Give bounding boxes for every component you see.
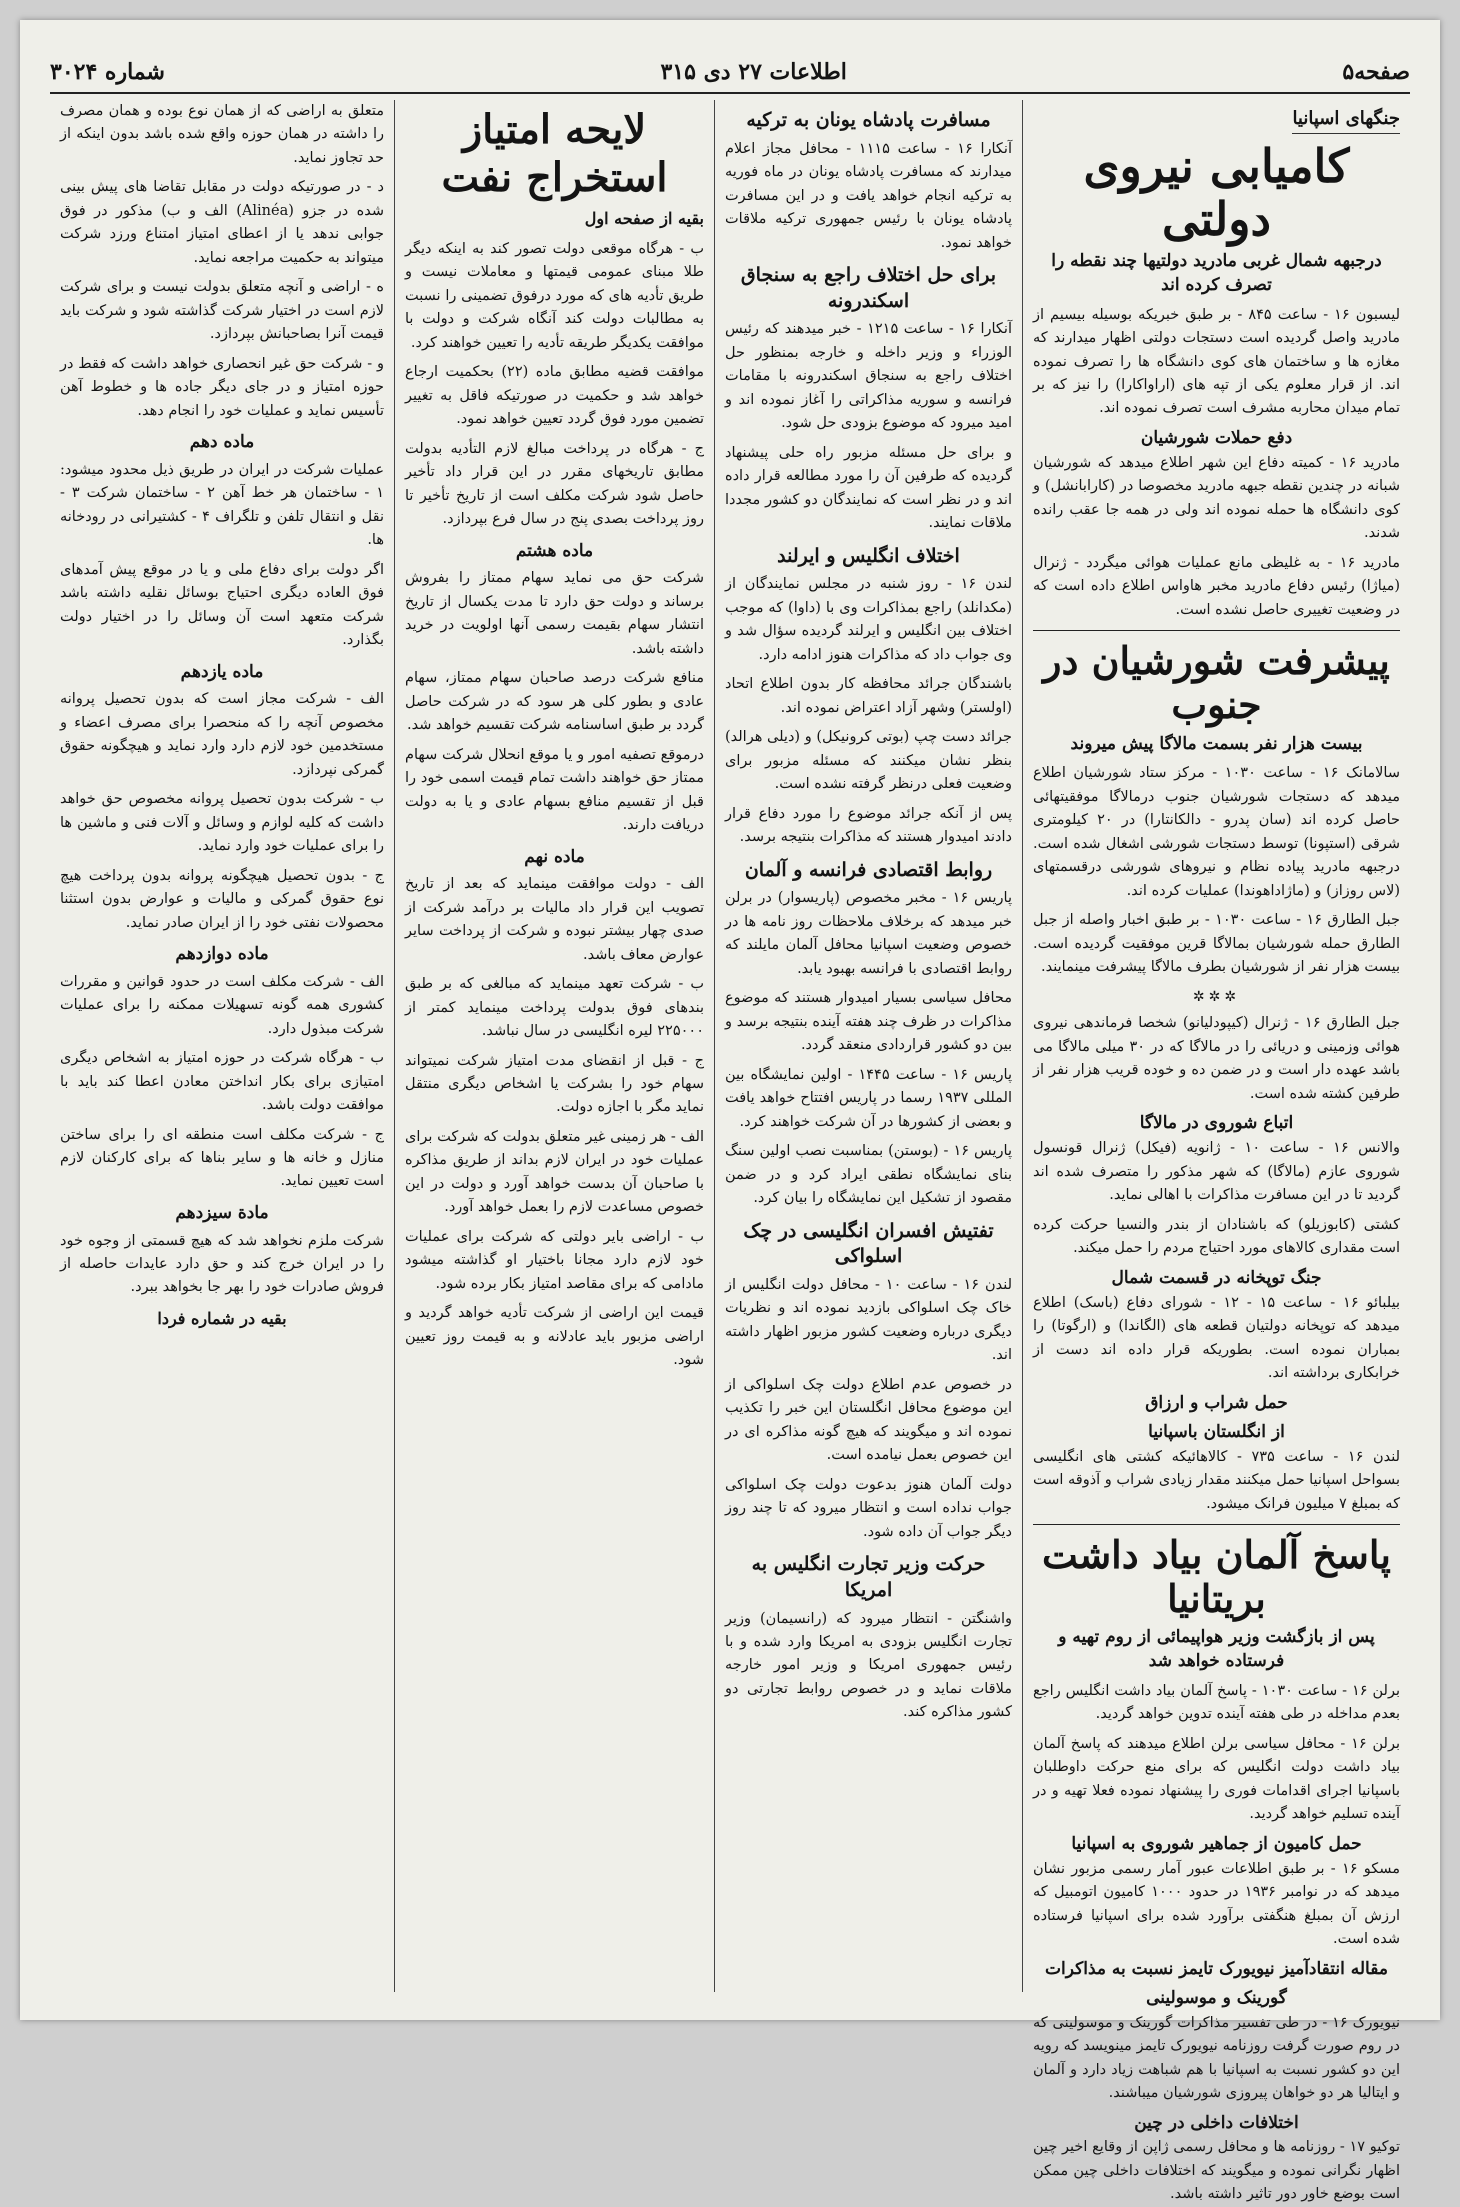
article-heading: حمل کامیون از جماهیر شوروی به اسپانیا: [1071, 1833, 1362, 1854]
article-heading: روابط اقتصادی فرانسه و آلمان: [744, 858, 993, 881]
article-paragraph: دولت آلمان هنوز بدعوت دولت چک اسلواکی جواب نداده است و انتظار میرود که تا چند روز دیگر جواب آن داده شود.: [725, 1476, 1012, 1540]
article-section-title: ماده دوازدهم: [175, 944, 269, 965]
article-paragraph: کشتی (کابوزیلو) که باشنادان از بندر والنسیا حرکت کرده است مقداری کالاهای مورد احتیاج مردم را حمل میکند.: [1033, 1216, 1400, 1257]
article-heading: اختلاف انگلیس و ایرلند: [777, 544, 960, 567]
continued-tomorrow-label: بقیه در شماره فردا: [157, 1308, 287, 1328]
article-paragraph: بیلبائو ۱۶ - ساعت ۱۵ - ۱۲ - شورای دفاع (باسک) اطلاع میدهد که توپخانه دولتیان قطعه های (الگاندا) و (ارگوتا) را بمباران نموده است. بطوریکه قرار داده اند دست از خرابکاری برداشته اند.: [1033, 1294, 1401, 1382]
article-heading: تفتیش افسران انگلیسی در چک اسلواکی: [743, 1219, 994, 1268]
article-paragraph: لندن ۱۶ - روز شنبه در مجلس نمایندگان از (مکدانلد) راجع بمذاکرات وی با (داوا) که موجب اختلاف بین انگلیس و ایرلند گردیده سؤال شد و وی جواب داد که مذاکرات هنوز ادامه دارد.: [725, 576, 1012, 663]
article-paragraph: عملیات شرکت در ایران در طریق ذیل محدود میشود: ۱ - ساختمان هر خط آهن ۲ - ساختمان شرکت ۳ - نقل و انتقال تلفن و تلگراف ۴ - کشتیرانی در رودخانه ها.: [60, 461, 385, 549]
article-paragraph: جرائد دست چپ (بوتی کرونیکل) و (دیلی هرالد) بنظر نشان میکنند که مسئله مزبور برای وضعیت فعلی درنظر گرفته نشده است.: [725, 729, 1012, 793]
headline-government-success: کامیابی نیروی دولتی: [1083, 139, 1350, 247]
article-paragraph: ب - شرکت تعهد مینماید که مبالغی که بر طبق بندهای فوق بدولت پرداخت مینماید کمتر از ۲۲۵۰۰۰ لیره انگلیسی در سال نباشد.: [405, 976, 704, 1040]
article-paragraph: الف - شرکت مکلف است در حدود قوانین و مقررات کشوری همه گونه تسهیلات ممکنه را برای عملیات شرکت مبذول دارد.: [60, 973, 384, 1037]
article-paragraph: باشندگان جرائد محافظه کار بدون اطلاع اتحاد (اولستر) وشهر آزاد اعتراض نموده اند.: [725, 676, 1012, 716]
article-section-title: ماده نهم: [524, 846, 585, 867]
article-paragraph: والانس ۱۶ - ساعت ۱۰ - ژانویه (فیکل) ژنرال قونسول شوروی عازم (مالاگا) که شهر مذکور را متصرف شده اند گردید تا در این مسافرت مذاکرات با اهالی نماید.: [1033, 1140, 1401, 1204]
article-paragraph: نیویورک ۱۶ - در طی تفسیر مذاکرات گورینک و موسولینی که در روم صورت گرفت روزنامه نیویورک تایمز مینویسد که رویه این دو کشور نسبت به اسپانیا با هم شباهت زیاد دارد و آلمان و ایتالیا هر دو خواهان پیروزی شورشیان میباشند.: [1033, 2014, 1400, 2102]
article-heading: دفع حملات شورشیان: [1140, 427, 1293, 448]
article-paragraph: ه - اراضی و آنچه متعلق بدولت نیست و برای شرکت لازم است در اختیار شرکت گذاشته شود و شرکت باید قیمت آنرا بصاحبانش بپردازد.: [60, 279, 384, 343]
article-paragraph: مسکو ۱۶ - بر طبق اطلاعات عبور آمار رسمی مزبور نشان میدهد که در نوامبر ۱۹۳۶ در حدود ۱۰۰۰ کامیون اتومبیل که ارزش آن بمبلغ هنگفتی برآورد شده برای اسپانیا فرستاده شده است.: [1033, 1860, 1400, 1948]
headline-oil-concession: لایحه امتیاز استخراج نفت: [441, 106, 668, 201]
article-paragraph: پاریس ۱۶ - مخبر مخصوص (پاریسوار) در برلن خبر میدهد که برخلاف ملاحظات روز نامه ها در خصوص وضعیت اسپانیا محافل آلمان مایلند که روابط اقتصادی با فرانسه بهبود یابد.: [725, 890, 1012, 977]
article-paragraph: پاریس ۱۶ - ساعت ۱۴۴۵ - اولین نمایشگاه بین المللی ۱۹۳۷ رسما در پاریس افتتاح خواهد یافت و بعضی از کشورها در آن شرکت خواهند کرد.: [725, 1066, 1012, 1130]
article-paragraph: متعلق به اراضی که از همان نوع بوده و همان مصرف را داشته در همان حوزه واقع شده باشد بدون اینکه از حد تجاوز نماید.: [60, 103, 384, 166]
article-paragraph: پاریس ۱۶ - (بوستن) بمناسبت نصب اولین سنگ بنای نمایشگاه نطقی ایراد کرد و در ضمن مقصود از تشکیل این نمایشگاه را بیان کرد.: [725, 1143, 1012, 1207]
article-paragraph: منافع شرکت درصد صاحبان سهام ممتاز، سهام عادی و بطور کلی هر سود که در شرکت حاصل گردد بر طبق اساسنامه شرکت تقسیم خواهد شد.: [405, 670, 704, 734]
article-paragraph: الف - دولت موافقت مینماید که بعد از تاریخ تصویب این قرار داد مالیات بر درآمد شرکت از صدی چهار بیشتر نبوده و شرکت از پرداخت سایر عوارض معاف باشد.: [405, 876, 704, 963]
article-paragraph: درموقع تصفیه امور و یا موقع انحلال شرکت سهام ممتاز حق خواهند داشت تمام قیمت اسمی خود را قبل از تقسیم منافع بسهام عادی و یا به دولت دریافت دارند.: [405, 746, 704, 834]
column-oil-bill-a: [394, 100, 714, 1992]
headline-germany-reply: پاسخ آلمان بیاد داشت بریتانیا: [1042, 1531, 1391, 1621]
article-heading: مسافرت پادشاه یونان به ترکیه: [746, 109, 991, 131]
continued-label: بقیه از صفحه اول: [584, 209, 704, 228]
article-section-title: ماده هشتم: [515, 540, 594, 561]
article-paragraph: ج - قبل از انقضای مدت امتیاز شرکت نمیتواند سهام خود را بشرکت یا اشخاص دیگری منتقل نماید مگر با اجازه دولت.: [405, 1052, 704, 1116]
article-paragraph: ج - هرگاه در پرداخت مبالغ لازم التأدیه بدولت مطابق تاریخهای مقرر در این قرار داد تأخیر حاصل شود شرکت مکلف است از تاریخ تأخیر تا روز پرداخت بصدی پنج در سال فرع بپردازد.: [405, 440, 704, 528]
article-heading: جنگ توپخانه در قسمت شمال: [1111, 1267, 1322, 1288]
issue-number: شماره ۳۰۲۴: [50, 59, 165, 85]
subheadline: بیست هزار نفر بسمت مالاگا پیش میروند: [1070, 733, 1363, 754]
article-paragraph: برلن ۱۶ - ساعت ۱۰۳۰ - پاسخ آلمان بیاد داشت انگلیس راجع بعدم مداخله در طی هفته آینده تدوین خواهد گردید.: [1033, 1682, 1400, 1723]
article-subheading: گورینک و موسولینی: [1146, 1987, 1287, 2008]
newspaper-page: [20, 20, 1440, 2203]
masthead: [50, 52, 1410, 94]
column-spain-news: [1022, 100, 1410, 2203]
section-kicker: جنگهای اسپانیا: [1292, 104, 1400, 134]
article-heading: حرکت وزیر تجارت انگلیس به امریکا: [751, 1553, 986, 1601]
article-section-title: ماده یازدهم: [180, 661, 264, 682]
article-section-title: مادة سیزدهم: [175, 1202, 269, 1223]
article-paragraph: الف - شرکت مجاز است که بدون تحصیل پروانه مخصوص آنچه را که منحصرا برای مصرف اعضاء و مستخدمین خود لازم دارد وارد نماید و هیچگونه حقوق گمرکی نپردازد.: [60, 691, 384, 778]
divider: [1033, 1524, 1400, 1525]
article-paragraph: در خصوص عدم اطلاع دولت چک اسلواکی از این موضوع محافل انگلستان این خبر را تکذیب نموده اند و میگویند که هیچ گونه مذاکره ای در این خصوص بعمل نیامده است.: [725, 1376, 1012, 1464]
article-paragraph: و - شرکت حق غیر انحصاری خواهد داشت که فقط در حوزه امتیاز و در جای دیگر جاده ها و خطوط آهن تأسیس نماید و عملیات خود را انجام دهد.: [60, 355, 384, 419]
article-paragraph: ب - هرگاه موقعی دولت تصور کند به اینکه دیگر طلا مبنای عمومی قیمتها و معاملات نیست و طریق تأدیه های که مورد درفوق تضمینی را نسبت به مطالبات دولت کند آنگاه شرکت و دولت با موافقت یکدیگر طریقه تأدیه را تعیین خواهند کرد.: [405, 240, 704, 351]
ornament-stars: ✲✲✲: [1192, 988, 1241, 1005]
issue-date: اطلاعات ۲۷ دی ۳۱۵: [660, 59, 847, 85]
article-paragraph: ب - اراضی بایر دولتی که شرکت برای عملیات خود لازم دارد مجانا باختیار او گذاشته میشود مادامی که برای مقاصد امتیاز بکار برده شود.: [405, 1228, 704, 1292]
article-paragraph: مادرید ۱۶ - کمیته دفاع این شهر اطلاع میدهد که شورشیان شبانه در چندین نقطه جبهه مادرید مخصوصا در (کارابانشل) و کوی دانشگاه ها حمله نموده اند ولی در همه جا عقب رانده شدند.: [1033, 454, 1400, 542]
article-paragraph: قیمت این اراضی از شرکت تأدیه خواهد گردید و اراضی مزبور باید عادلانه و به قیمت روز تعیین شود.: [405, 1305, 704, 1369]
article-paragraph: د - در صورتیکه دولت در مقابل تقاضا های پیش بینی شده در جزو (Alinéa) الف و ب) مذکور در فوق جوابی ندهد یا از اعطای امتیاز امتناع ورزد شرکت میتواند به حکمیت مراجعه نماید.: [60, 179, 384, 266]
article-paragraph: محافل سیاسی بسیار امیدوار هستند که موضوع مذاکرات در ظرف چند هفته آینده بنتیجه برسد و بین دو کشور قراردادی منعقد گردد.: [725, 990, 1012, 1054]
article-paragraph: لندن ۱۶ - ساعت ۱۰ - محافل دولت انگلیس از خاک چک اسلواکی بازدید نموده اند و نظریات دیگری درباره وضعیت کشور مزبور اظهار داشته اند.: [725, 1276, 1012, 1364]
article-paragraph: واشنگتن - انتظار میرود که (رانسیمان) وزیر تجارت انگلیس بزودی به امریکا وارد شده و با رئیس جمهوری امریکا و وزیر امور خارجه ملاقات نماید و در خصوص روابط تجارتی دو کشور مذاکره کند.: [725, 1610, 1012, 1721]
article-paragraph: و برای حل مسئله مزبور راه حلی پیشنهاد گردیده که طرفین آن را مورد مطالعه قرار داده اند و در نظر است که نمایندگان دو کشور مجددا ملاقات نمایند.: [725, 444, 1012, 532]
article-paragraph: آنکارا ۱۶ - ساعت ۱۲۱۵ - خبر میدهند که رئیس الوزراء و وزیر داخله و خارجه بمنظور حل اختلاف راجع به سنجاق اسکندرونه با مقامات فرانسه و سوریه مذاکراتی را آغاز نموده اند و امید میرود که موضوع بزودی حل شود.: [725, 321, 1013, 432]
article-paragraph: لندن ۱۶ - ساعت ۷۳۵ - کالاهائیکه کشتی های انگلیسی بسواحل اسپانیا حمل میکنند مقدار زیادی شراب و آذوقه است که بمبلغ ۷ میلیون فرانک میشود.: [1032, 1448, 1401, 1512]
article-paragraph: ب - هرگاه شرکت در حوزه امتیاز به اشخاص دیگری امتیازی برای بکار انداختن معادن اعطا کند باید با موافقت دولت باشد.: [60, 1050, 384, 1114]
article-heading: حمل شراب و ارزاق: [1145, 1392, 1288, 1413]
article-paragraph: سالامانک ۱۶ - ساعت ۱۰۳۰ - مرکز ستاد شورشیان اطلاع میدهد که دستجات شورشیان جنوب درمالاگا موفقیتهائی حاصل کرده اند (سان پدرو - دالکانتارا) در ۲۰ کیلومتری شرقی (استپونا) توسط دستجات شورشی اشغال شده است. درجبهه مادرید پیاده نظام و نیروهای شورشی درقسمتهای (لاس روزاز) و (ماژاداهوندا) عملیات کرده اند.: [1033, 765, 1400, 899]
subheadline: درجبهه شمال غربی مادرید دولتیها چند نقطه را تصرف کرده اند: [1051, 250, 1382, 295]
article-paragraph: مادرید ۱۶ - به غلیظی مانع عملیات هوائی میگردد - ژنرال (میاژا) رئیس دفاع مادرید مخبر هاواس اطلاع داده است که در وضعیت تغییری حاصل نشده است.: [1033, 554, 1400, 618]
article-paragraph: جبل الطارق ۱۶ - ژنرال (کیپودلیانو) شخصا فرماندهی نیروی هوائی وزمینی و دریائی را در مالاگا که در ۳۰ میلی مالاگا می باشد عهده دار است و در ضمن ده و خوده قریب هزار نفر از طرفین کشته شده است.: [1033, 1015, 1400, 1102]
article-section-title: ماده دهم: [189, 432, 255, 453]
article-paragraph: شرکت ملزم نخواهد شد که هیچ قسمتی از وجوه خود را در ایران خرج کند و حق دارد عایدات حاصله از فروش صادرات خود را بهر جا بخواهد ببرد.: [60, 1232, 384, 1296]
headline-rebels-south: پیشرفت شورشیان در جنوب: [1043, 638, 1390, 727]
article-subheading: از انگلستان باسپانیا: [1148, 1421, 1285, 1442]
article-heading: اتباع شوروی در مالاگا: [1139, 1113, 1294, 1134]
article-heading: مقاله انتقادآمیز نیویورک تایمز نسبت به مذاکرات: [1045, 1958, 1388, 1979]
article-paragraph: ب - شرکت بدون تحصیل پروانه مخصوص حق خواهد داشت که کلیه لوازم و وسائل و آلات فنی و ماشین ها را برای عملیات خود وارد نماید.: [60, 791, 384, 855]
article-heading: اختلافات داخلی در چین: [1134, 2112, 1299, 2133]
article-paragraph: ج - شرکت مکلف است منطقه ای را برای ساختن منازل و خانه ها و سایر بناها که برای کارکنان لازم است تعیین نماید.: [60, 1126, 384, 1190]
subheadline: پس از بازگشت وزیر هواپیمائی از روم تهیه و فرستاده خواهد شد: [1058, 1627, 1375, 1672]
article-paragraph: موافقت قضیه مطابق ماده (۲۲) بحکمیت ارجاع خواهد شد و حکمیت در صورتیکه فاقل به تغییر تضمین مورد فوق گردد تعیین خواهد نمود.: [405, 364, 704, 428]
column-foreign-news: [714, 100, 1022, 1992]
column-oil-bill-b: [50, 100, 394, 1992]
article-paragraph: شرکت حق می نماید سهام ممتاز را بفروش برساند و دولت حق دارد تا مدت یکسال از تاریخ انتشار سهام بقیمت رسمی آنها اولویت در خرید داشته باشد.: [405, 570, 704, 657]
article-paragraph: ج - بدون تحصیل هیچگونه پروانه بدون پرداخت هیچ نوع حقوق گمرکی و مالیات و عوارض بدون استثنا محصولات نفتی خود را از ایران صادر نماید.: [60, 867, 384, 931]
article-paragraph: پس از آنکه جرائد موضوع را مورد دفاع قرار دادند امیدوار هستند که مذاکرات بنتیجه برسد.: [725, 805, 1012, 846]
article-paragraph: آنکارا ۱۶ - ساعت ۱۱۱۵ - محافل مجاز اعلام میدارند که مسافرت پادشاه یونان در ماه فوریه به ترکیه انجام خواهد یافت و در این مسافرت پادشاه یونان با رئیس جمهوری ترکیه ملاقات خواهد نمود.: [725, 140, 1012, 251]
article-paragraph: برلن ۱۶ - محافل سیاسی برلن اطلاع میدهند که پاسخ آلمان بیاد داشت دولت انگلیس که برای منع حرکت داوطلبان باسپانیا اجرای اقدامات فوری را پیشنهاد نموده فعلا تهیه و در آینده تسلیم خواهد گردید.: [1033, 1735, 1400, 1823]
article-heading: برای حل اختلاف راجع به سنجاق اسکندرونه: [740, 264, 997, 312]
article-paragraph: جبل الطارق ۱۶ - ساعت ۱۰۳۰ - بر طبق اخبار واصله از جبل الطارق حمله شورشیان بمالاگا قرین موفقیت گردیده است. بیست هزار نفر از شورشیان بطرف مالاگا پیشرفت مینمایند.: [1033, 912, 1400, 976]
article-paragraph: اگر دولت برای دفاع ملی و یا در موقع پیش آمدهای فوق العاده دیگری احتیاج بوسائل نقلیه داشته باشد شرکت متعهد است آن وسائل را در اختیار دولت بگذارد.: [60, 561, 384, 649]
article-paragraph: توکیو ۱۷ - روزنامه ها و محافل رسمی ژاپن از وقایع اخیر چین اظهار نگرانی نموده و میگویند که اختلافات داخلی چین ممکن است بوضع خاور دور تاثیر داشته باشد.: [1033, 2139, 1401, 2203]
article-paragraph: لیسبون ۱۶ - ساعت ۸۴۵ - بر طبق خبریکه بوسیله بیسیم از مادرید واصل گردیده است دستجات دولتی اظهار میدارند که مغازه ها و ساختمان های کوی دانشگاه ها را تصرف نموده اند. از قرار معلوم یکی از تپه های (اراواکارا) را نیز که بر تمام میدان محاربه مشرف است تصرف نموده اند.: [1033, 306, 1400, 417]
divider: [1033, 630, 1400, 631]
page-number: صفحه۵: [1342, 59, 1410, 85]
article-paragraph: الف - هر زمینی غیر متعلق بدولت که شرکت برای عملیات خود در ایران لازم بداند از طریق مذاکره با صاحبان آن بدست خواهد آورد و دولت در این خصوص مساعدت لازم را بعمل خواهد آورد.: [405, 1128, 704, 1216]
